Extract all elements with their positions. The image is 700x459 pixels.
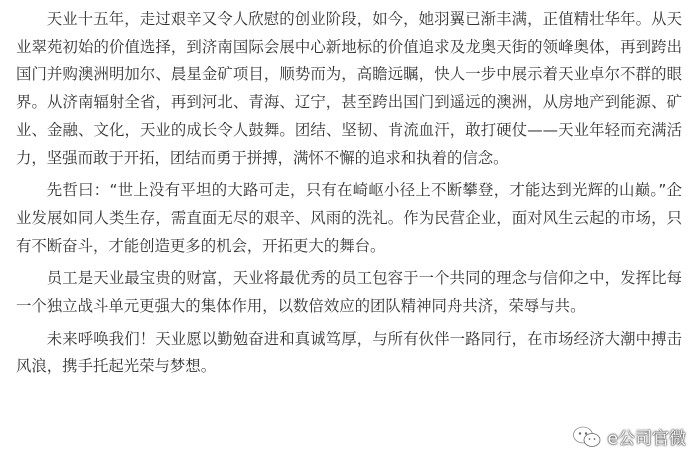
watermark — [572, 424, 686, 449]
article-body — [16, 6, 682, 386]
paragraph-4: 未来呼唤我们！天业愿以勤勉奋进和真诚笃厚，与所有伙伴一路同行，在市场经济大潮中搏击风浪，携手托起光荣与梦想。 — [16, 329, 682, 376]
paragraph-3: 员工是天业最宝贵的财富，天业将最优秀的员工包容于一个共同的理念与信仰之中，发挥比每一个独立战斗单元更强大的集体作用，以数倍效应的团队精神同舟共济，荣辱与共。 — [16, 269, 682, 316]
watermark-text: e公司官微 — [607, 429, 686, 449]
wechat-icon — [572, 425, 602, 449]
paragraph-2: 先哲曰：“世上没有平坦的大路可走，只有在崎岖小径上不断攀登，才能达到光辉的山巅。”企业发展如同人类生存，需直面无尽的艰辛、风雨的洗礼。作为民营企业，面对风生云起的市场，只有不断奋斗，才能创造更多的机会，开拓更大的舞台。 — [16, 181, 682, 255]
paragraph-1: 天业十五年，走过艰辛又令人欣慰的创业阶段，如今，她羽翼已渐丰满，正值精壮华年。从天业翠苑初始的价值选择，到济南国际会展中心新地标的价值追求及龙奥天街的领峰奥体，再到跨出国门并购澳洲明加尔、晨星金矿项目，顺势而为，高瞻远瞩，快人一步中展示着天业卓尔不群的眼界。从济南辐射全省，再到河北、青海、辽宁，甚至跨出国门到遥远的澳洲，从房地产到能源、矿业、金融、文化，天业的成长令人鼓舞。团结、坚韧、肯流血汗，敢打硬仗——天业年轻而充满活力，坚强而敢于开拓，团结而勇于拼搏，满怀不懈的追求和执着的信念。 — [16, 10, 682, 167]
